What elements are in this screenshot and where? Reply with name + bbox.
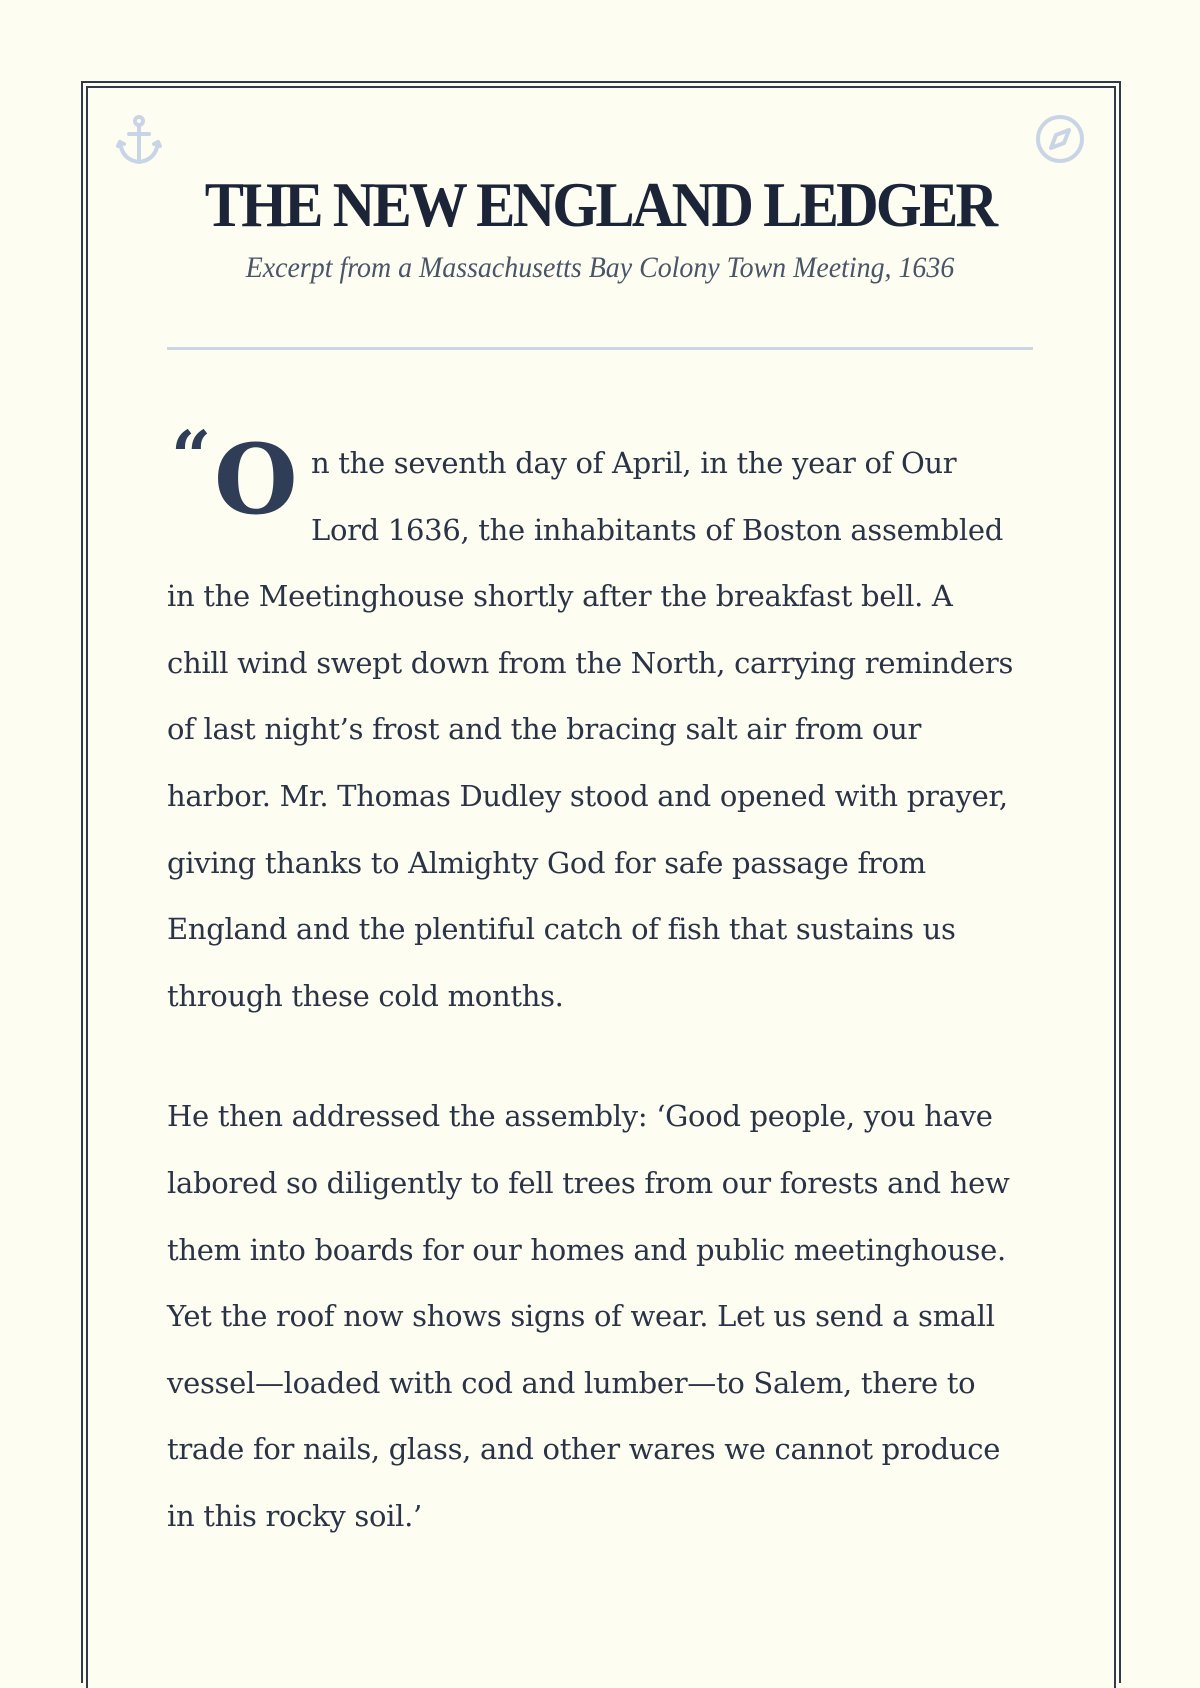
compass-icon bbox=[1035, 114, 1085, 164]
text-line: in the Meetinghouse shortly after the breakfast bell. A bbox=[167, 579, 953, 614]
article-body bbox=[167, 415, 1047, 1550]
text-line: n the seventh day of April, in the year of Our bbox=[311, 446, 957, 480]
text-line: labored so diligently to fell trees from our forests and hew bbox=[167, 1165, 1010, 1200]
header-divider bbox=[167, 347, 1033, 350]
text-line: England and the plentiful catch of fish that sustains us bbox=[167, 912, 956, 947]
text-line: Lord 1636, the inhabitants of Boston assembled bbox=[311, 512, 1003, 547]
text-line: Yet the roof now shows signs of wear. Let us send a small bbox=[167, 1299, 995, 1334]
text-line: giving thanks to Almighty God for safe passage from bbox=[167, 845, 926, 880]
text-line: through these cold months. bbox=[167, 978, 564, 1013]
text-line: of last night’s frost and the bracing salt air from our bbox=[167, 712, 922, 747]
page-subtitle: Excerpt from a Massachusetts Bay Colony Town Meeting, 1636 bbox=[245, 251, 955, 284]
drop-cap: O bbox=[214, 423, 298, 536]
text-line: them into boards for our homes and public meetinghouse. bbox=[167, 1232, 1006, 1267]
text-line: He then addressed the assembly: ‘Good people, you have bbox=[167, 1099, 993, 1134]
paragraph-2 bbox=[167, 1083, 1047, 1549]
page-title: THE NEW ENGLAND LEDGER bbox=[204, 169, 996, 240]
text-line: chill wind swept down from the North, carrying reminders bbox=[167, 645, 1014, 680]
text-line: vessel—loaded with cod and lumber—to Salem, there to bbox=[167, 1365, 976, 1400]
drop-quote-mark: “ bbox=[171, 415, 212, 498]
paragraph-1 bbox=[167, 423, 1047, 1029]
text-line: trade for nails, glass, and other wares we cannot produce bbox=[167, 1432, 1001, 1467]
text-line: in this rocky soil.’ bbox=[167, 1498, 422, 1533]
anchor-icon bbox=[116, 114, 162, 166]
text-line: harbor. Mr. Thomas Dudley stood and opened with prayer, bbox=[167, 778, 1008, 813]
